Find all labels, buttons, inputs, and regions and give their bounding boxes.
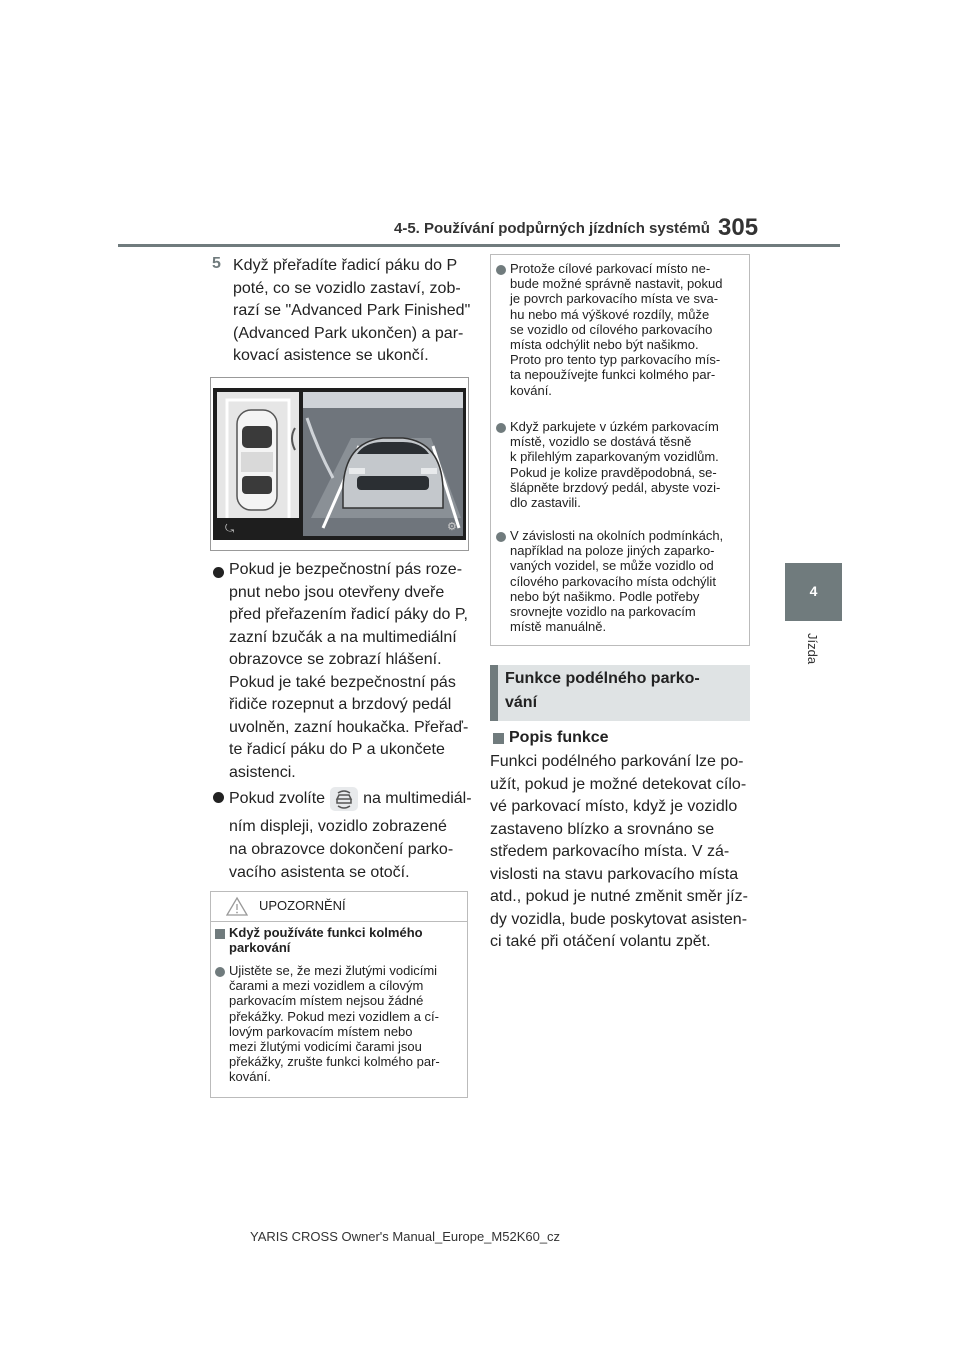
text-line-with-icon bbox=[229, 785, 473, 813]
bullet-icon bbox=[213, 792, 224, 803]
text-line: překážky, zrušte funkci kolmého par- bbox=[229, 1054, 440, 1070]
text-line: místě manuálně. bbox=[510, 619, 607, 635]
footer-text: YARIS CROSS Owner's Manual_Europe_M52K60_cz bbox=[250, 1229, 561, 1244]
text-line: Pokud je kolize pravděpodobná, se- bbox=[510, 464, 717, 480]
text-line: dy vozidla, bude poskytovat asisten- bbox=[490, 910, 748, 928]
caution-title: UPOZORNĚNÍ bbox=[259, 898, 346, 913]
svg-text:⤿: ⤿ bbox=[225, 522, 235, 535]
info-item-1 bbox=[510, 261, 748, 398]
text-line: kování. bbox=[510, 382, 552, 398]
text-line: uvolněn, zazní houkačka. Přeřaď- bbox=[229, 718, 469, 736]
circle-bullet-icon bbox=[496, 265, 506, 275]
text-line: středem parkovacího místa. V zá- bbox=[490, 843, 730, 860]
info-item-2 bbox=[510, 419, 748, 510]
text-line: Když přeřadíte řadicí páku do P bbox=[233, 257, 458, 274]
text-line: parkovacím místem nejsou žádné bbox=[229, 993, 424, 1009]
text-line: obrazovce se zobrazí hlášení. bbox=[229, 651, 442, 668]
section-header-bar bbox=[490, 665, 498, 721]
function-description bbox=[490, 751, 752, 954]
text-line: vislosti na stavu parkovacího místa bbox=[490, 865, 739, 883]
circle-bullet-icon bbox=[496, 423, 506, 433]
text-line: kovací asistence se ukončí. bbox=[233, 347, 429, 364]
bullet-icon bbox=[213, 567, 224, 578]
text-segment: na multimediál- bbox=[363, 789, 472, 807]
text-line: parkování bbox=[229, 940, 291, 956]
text-line: Pokud je také bezpečnostní pás bbox=[229, 673, 456, 691]
circle-bullet-icon bbox=[215, 967, 225, 977]
caution-heading bbox=[229, 925, 465, 955]
circle-bullet-icon bbox=[496, 532, 506, 542]
text-line: Když používáte funkci kolmého bbox=[229, 925, 423, 940]
text-line: cílového parkovacího místa odchýlit bbox=[510, 573, 716, 589]
text-line: čarami a mezi vozidlem a cílovým bbox=[229, 978, 424, 994]
chapter-number: 4 bbox=[809, 583, 818, 599]
step-number: 5 bbox=[212, 255, 221, 272]
text-line: Protože cílové parkovací místo ne- bbox=[510, 261, 711, 276]
text-line: Když parkujete v úzkém parkovacím bbox=[510, 419, 719, 434]
text-line: kování. bbox=[229, 1069, 271, 1085]
text-line: hu nebo má výškové rozdíly, může bbox=[510, 306, 710, 322]
text-line: Ujistěte se, že mezi žlutými vodicími bbox=[229, 963, 438, 978]
text-line: dlo zastavili. bbox=[510, 495, 581, 511]
parking-screen-illustration bbox=[211, 378, 468, 550]
text-line: mezi žlutými vodicími čarami jsou bbox=[229, 1039, 422, 1055]
text-line: razí se "Advanced Park Finished" bbox=[233, 302, 471, 319]
text-line: Funkce podélného parko- bbox=[505, 670, 700, 687]
text-line: k přilehlým zaparkovaným vozidlům. bbox=[510, 449, 719, 465]
warning-triangle-icon bbox=[226, 896, 248, 916]
text-line: užít, pokud je možné detekovat cílo- bbox=[490, 775, 747, 793]
car-rotate-icon bbox=[329, 786, 359, 812]
text-line: vacího asistenta se otočí. bbox=[229, 864, 410, 881]
text-line: pnut nebo jsou otevřeny dveře bbox=[229, 583, 445, 601]
text-line: V závislosti na okolních podmínkách, bbox=[510, 528, 724, 543]
text-line: místě, vozidlo se dostává těsně bbox=[510, 434, 692, 450]
text-line: vaných vozidel, se může vozidlo od bbox=[510, 558, 714, 574]
text-line: vé parkovací místo, když je vozidlo bbox=[490, 798, 738, 815]
text-line: atd., pokud je nutné změnit směr jíz- bbox=[490, 888, 748, 905]
text-line: nebo být našikmo. Podle potřeby bbox=[510, 588, 700, 604]
caution-item bbox=[229, 963, 467, 1085]
caution-divider bbox=[211, 921, 467, 922]
header-rule bbox=[118, 244, 840, 247]
text-line: například na poloze jiných zaparko- bbox=[510, 543, 715, 559]
text-line: Pokud je bezpečnostní pás roze- bbox=[229, 561, 463, 578]
text-line: místa odchýlit nebo být našikmo. bbox=[510, 337, 699, 353]
text-line: zazní bzučák a na multimediální bbox=[229, 628, 457, 646]
bullet1-text bbox=[229, 559, 473, 784]
page-number: 305 bbox=[718, 214, 759, 241]
text-line: zastaveno blízko a srovnáno se bbox=[490, 820, 715, 838]
chapter-label: Jízda bbox=[805, 633, 820, 665]
text-line: Proto pro tento typ parkovacího mís- bbox=[510, 352, 721, 368]
text-line: řidiče rozepnut a brzdový pedál bbox=[229, 696, 452, 713]
text-line: Funkci podélného parkování lze po- bbox=[490, 753, 744, 770]
text-line: srovnejte vozidlo na parkovacím bbox=[510, 604, 696, 620]
svg-text:⚙: ⚙ bbox=[447, 520, 457, 533]
step5-text bbox=[233, 255, 473, 368]
text-line: poté, co se vozidlo zastaví, zob- bbox=[233, 279, 461, 297]
text-line: překážky. Pokud mezi vozidlem a cí- bbox=[229, 1008, 439, 1024]
text-line: asistenci. bbox=[229, 763, 296, 781]
text-line: vání bbox=[505, 694, 538, 711]
text-line: se vozidlo od cílového parkovacího bbox=[510, 321, 713, 337]
text-line: šlápněte brzdový pedál, abyste vozi- bbox=[510, 479, 721, 495]
info-item-3 bbox=[510, 528, 748, 634]
square-bullet-icon bbox=[493, 733, 504, 744]
subheading: Popis funkce bbox=[509, 729, 609, 746]
text-line: před přeřazením řadicí páky do P, bbox=[229, 606, 468, 623]
text-line: lovým parkovacím místem nebo bbox=[229, 1023, 413, 1039]
text-line: je povrch parkovacího místa ve sva- bbox=[510, 291, 719, 307]
text-line: ním displeji, vozidlo zobrazené bbox=[229, 818, 447, 835]
text-line: bude možné správně nastavit, pokud bbox=[510, 276, 723, 292]
section-title: 4-5. Používání podpůrných jízdních systémů bbox=[394, 220, 710, 237]
text-segment: Pokud zvolíte bbox=[229, 789, 326, 807]
text-line: te řadicí páku do P a ukončete bbox=[229, 741, 445, 758]
text-line: ci také při otáčení volantu zpět. bbox=[490, 933, 711, 950]
text-line: (Advanced Park ukončen) a par- bbox=[233, 324, 464, 342]
bullet2-text bbox=[229, 785, 473, 884]
section-header-title bbox=[505, 667, 743, 715]
text-line: ta nepoužívejte funkci kolmého par- bbox=[510, 367, 716, 383]
parking-assist-screen-figure bbox=[210, 377, 469, 551]
text-line: na obrazovce dokončení parko- bbox=[229, 841, 454, 858]
square-bullet-icon bbox=[215, 929, 225, 939]
